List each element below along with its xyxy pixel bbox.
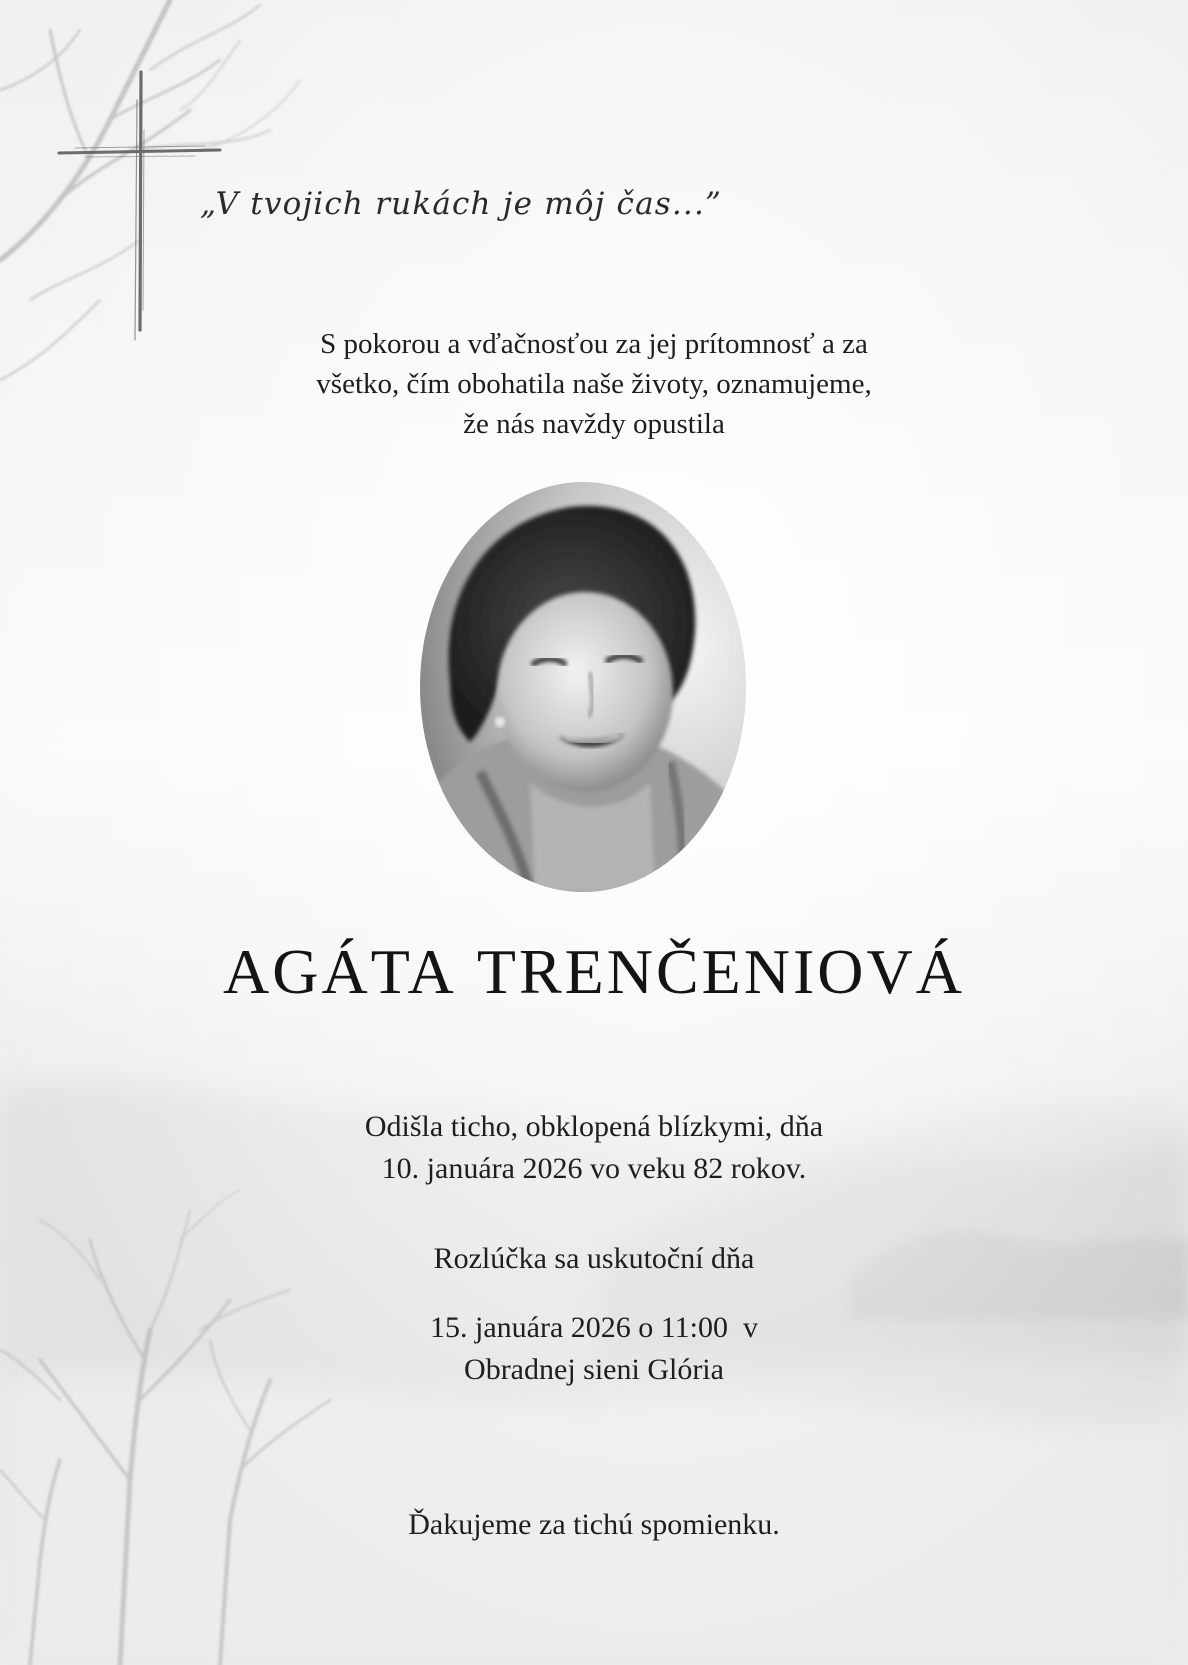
farewell-heading xyxy=(0,1238,1188,1280)
thanks-text: Ďakujeme za tichú spomienku. xyxy=(408,1508,780,1541)
farewell-details xyxy=(0,1307,1188,1391)
announcement-text xyxy=(0,324,1188,444)
announcement-line: všetko, čím obohatila naše životy, oznamujeme, xyxy=(316,368,872,400)
last-name: TRENČENIOVÁ xyxy=(476,936,965,1007)
farewell-datetime: 15. januára 2026 o 11:00 v xyxy=(430,1311,758,1344)
portrait-photo xyxy=(420,482,746,892)
epitaph-quote: „V tvojich rukách je môj čas...” xyxy=(200,186,723,222)
death-details xyxy=(0,1106,1188,1190)
death-details-line: Odišla ticho, obklopená blízkymi, dňa xyxy=(364,1110,824,1143)
thanks-line xyxy=(0,1504,1188,1546)
deceased-name xyxy=(0,935,1188,1009)
first-name: AGÁTA xyxy=(223,936,457,1007)
announcement-line: že nás navždy opustila xyxy=(463,408,725,440)
farewell-location: Obradnej sieni Glória xyxy=(464,1353,724,1386)
death-details-line: 10. januára 2026 vo veku 82 rokov. xyxy=(381,1152,807,1185)
announcement-line: S pokorou a vďačnosťou za jej prítomnosť a za xyxy=(320,328,868,360)
farewell-label: Rozlúčka sa uskutoční dňa xyxy=(433,1242,755,1275)
